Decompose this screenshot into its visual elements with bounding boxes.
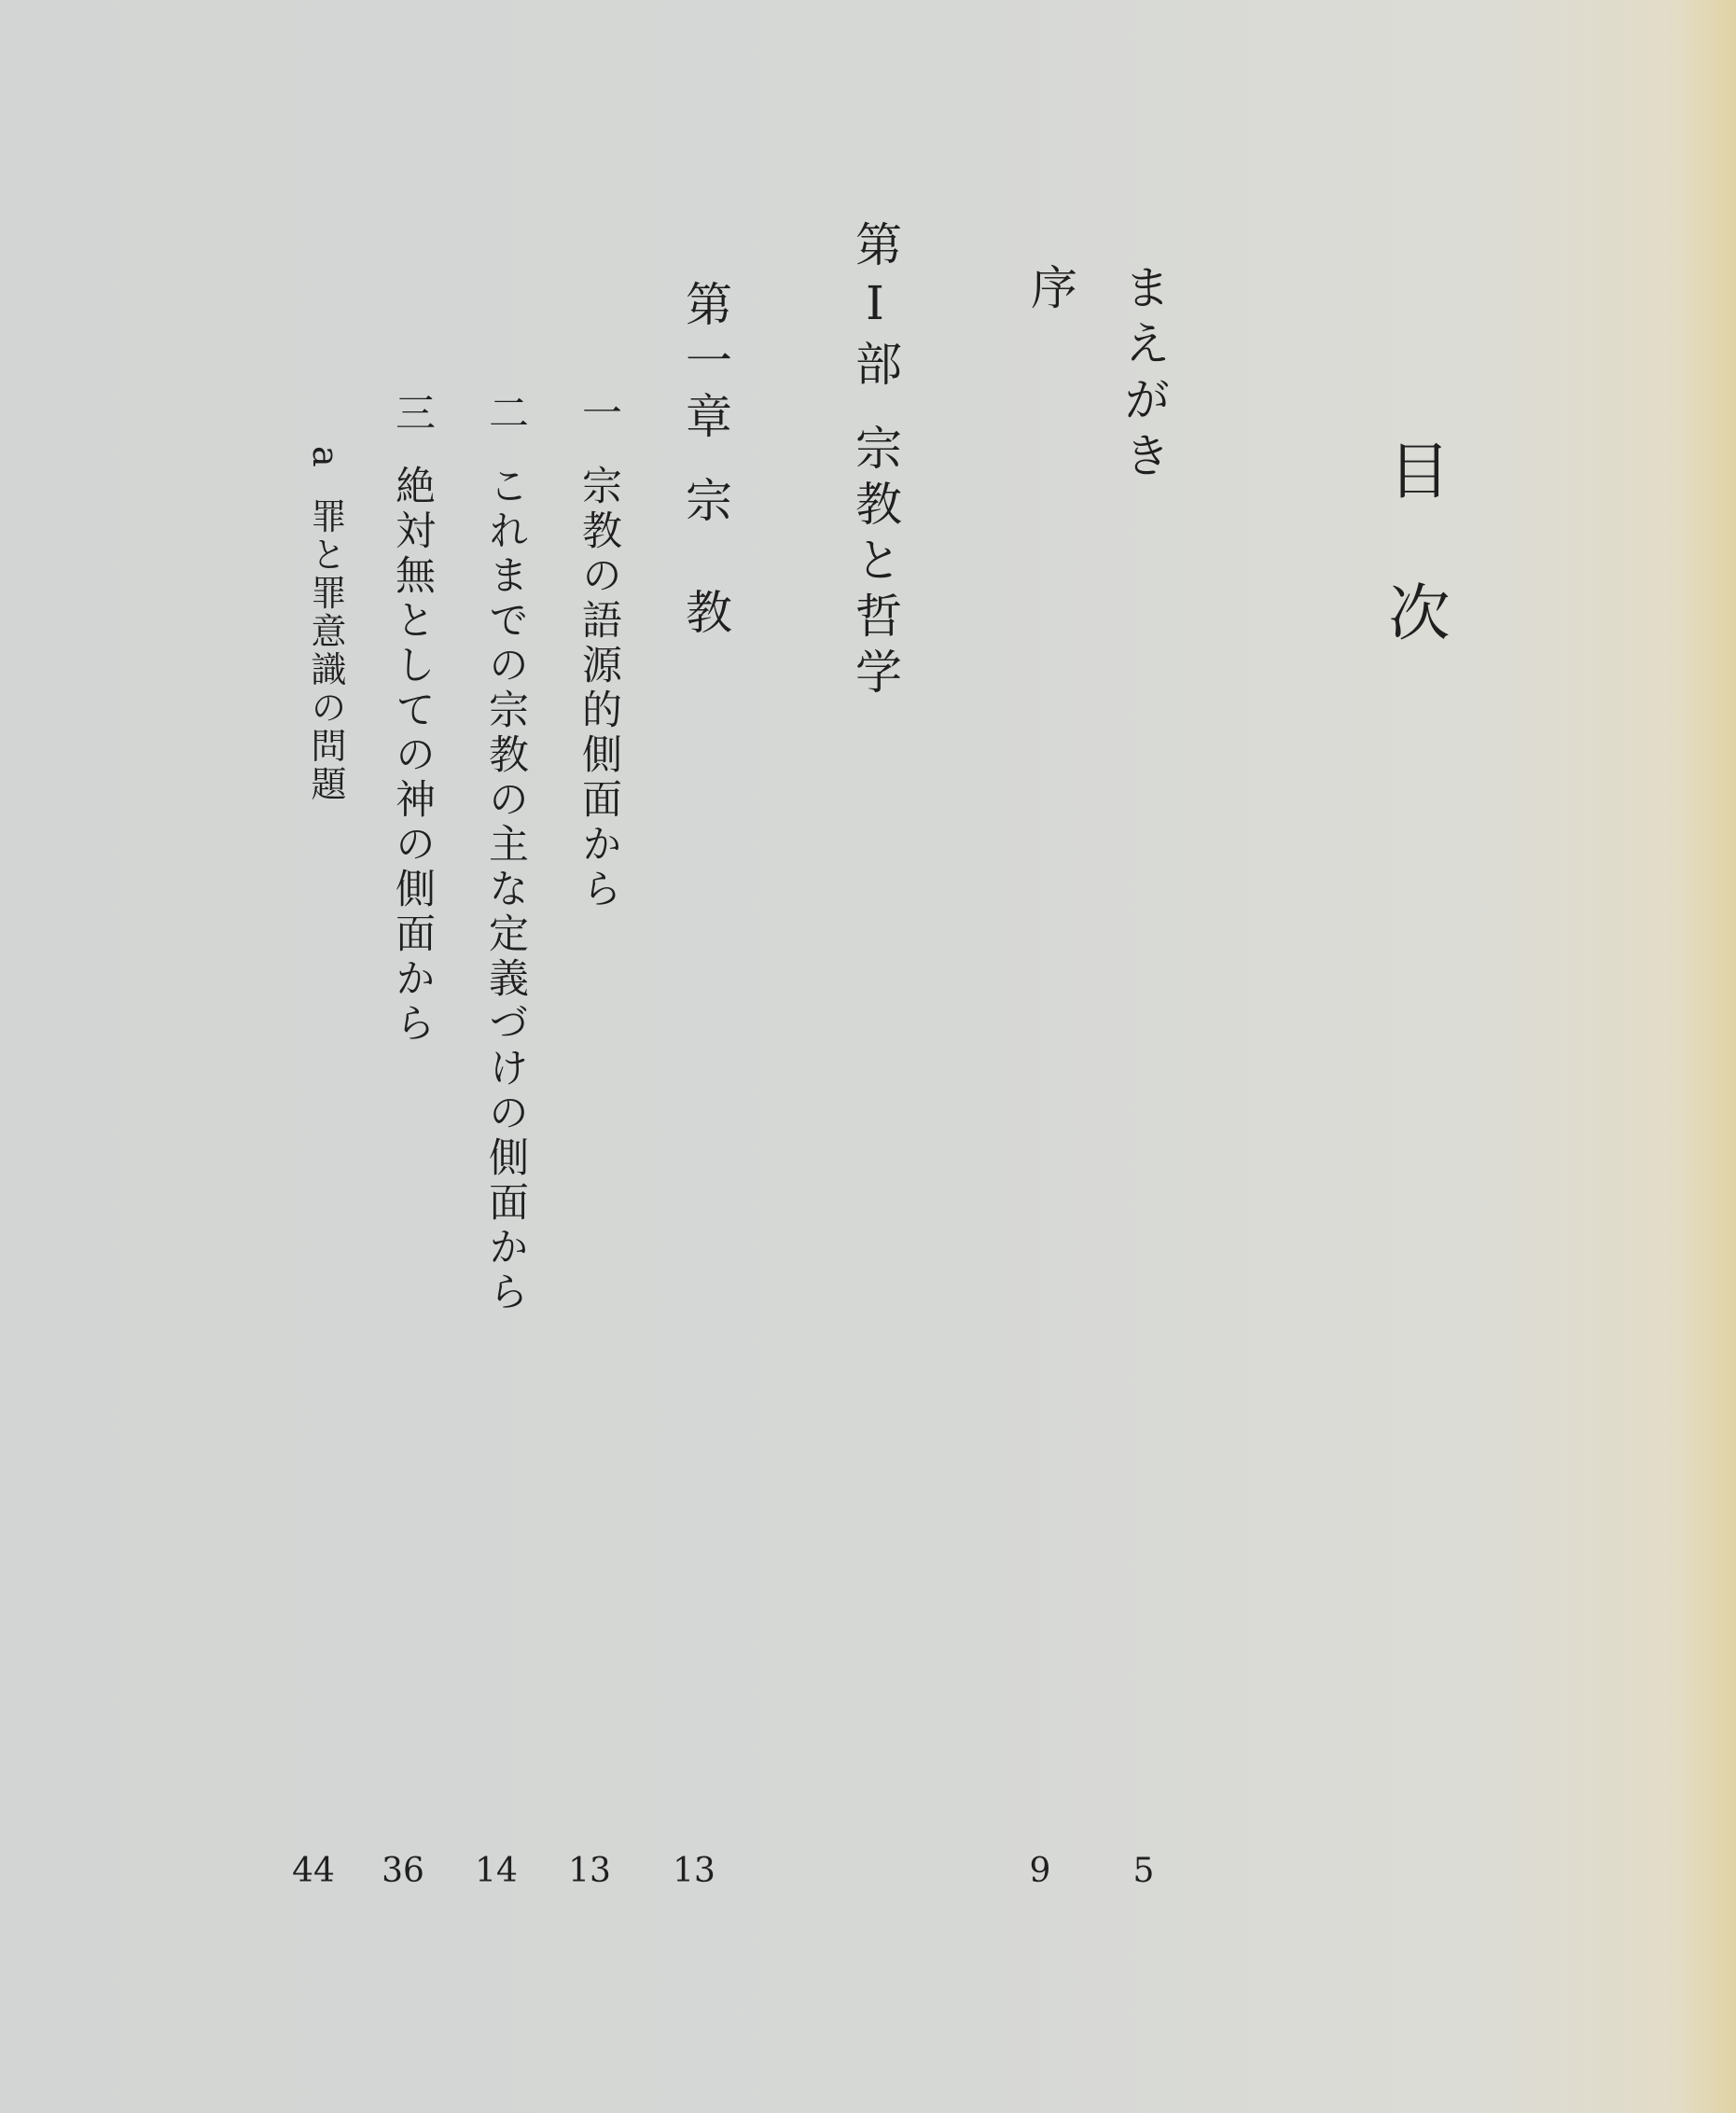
- page-number: 36: [382, 1852, 424, 1890]
- toc-entry-part-1: [841, 220, 909, 703]
- toc-entry-prefix: 二: [482, 392, 529, 437]
- toc-entry-prefix: 第Ⅰ部: [848, 220, 902, 396]
- toc-entry-introduction: [1017, 263, 1084, 319]
- page-number: 13: [673, 1852, 715, 1890]
- toc-entry-prefix: 三: [389, 392, 436, 437]
- page-number: 14: [475, 1852, 518, 1890]
- toc-entry-label: 宗 教: [678, 476, 732, 644]
- toc-entry-label: 宗教の語源的側面から: [576, 465, 622, 912]
- toc-entry-prefix: a: [305, 446, 346, 470]
- toc-entry-chapter-1: [672, 280, 739, 644]
- page-number: 9: [1029, 1852, 1051, 1890]
- toc-entry-label: 絶対無としての神の側面から: [389, 465, 436, 1047]
- page-edge-shading: [1680, 0, 1736, 2113]
- toc-title: 目次: [1378, 438, 1450, 722]
- toc-entry-label: まえがき: [1117, 263, 1171, 487]
- page-number: 44: [292, 1852, 335, 1890]
- toc-entry-label: 罪と罪意識の問題: [305, 497, 346, 804]
- toc-entry-section-2: [478, 392, 535, 1315]
- page-number: 13: [568, 1852, 611, 1890]
- toc-entry-label: 宗教と哲学: [848, 424, 902, 703]
- toc-entry-prefix: 第一章: [678, 280, 732, 448]
- toc-entry-subsection-a: [300, 446, 352, 804]
- toc-entry-label: 序: [1023, 263, 1077, 319]
- toc-entry-label: これまでの宗教の主な定義づけの側面から: [482, 465, 529, 1315]
- toc-entry-section-3: [384, 392, 441, 1047]
- toc-entry-prefix: 一: [576, 392, 622, 437]
- toc-entry-section-1: [571, 392, 628, 912]
- toc-entry-preface: [1110, 263, 1177, 487]
- page-number: 5: [1132, 1852, 1155, 1890]
